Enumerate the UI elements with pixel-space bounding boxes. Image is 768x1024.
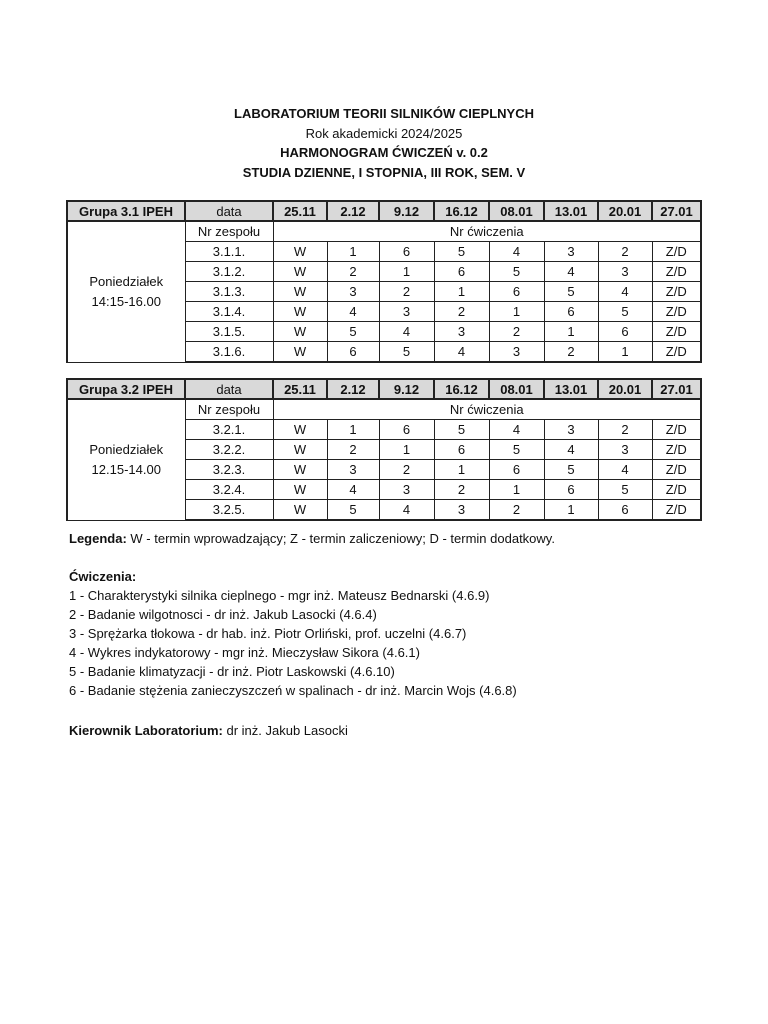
- schedule-cell: 1: [544, 322, 598, 342]
- schedule-cell: 6: [434, 262, 489, 282]
- schedule-cell: Z/D: [652, 480, 701, 500]
- schedule-cell: 2: [379, 460, 434, 480]
- schedule-cell: Z/D: [652, 460, 701, 480]
- team-cell: 3.1.5.: [185, 322, 273, 342]
- schedule-title: HARMONOGRAM ĆWICZEŃ v. 0.2: [280, 145, 488, 160]
- date-cell: 20.01: [598, 201, 652, 221]
- team-cell: 3.1.6.: [185, 342, 273, 363]
- schedule-cell: 4: [489, 242, 544, 262]
- date-cell: 16.12: [434, 201, 489, 221]
- exercise-item: 2 - Badanie wilgotnosci - dr inż. Jakub Lasocki (4.6.4): [69, 607, 377, 622]
- date-cell: 2.12: [327, 379, 379, 399]
- schedule-cell: 5: [489, 262, 544, 282]
- schedule-cell: Z/D: [652, 262, 701, 282]
- schedule-cell: Z/D: [652, 420, 701, 440]
- schedule-cell: 5: [327, 322, 379, 342]
- schedule-cell: 6: [598, 500, 652, 521]
- team-cell: 3.2.5.: [185, 500, 273, 521]
- schedule-cell: 6: [434, 440, 489, 460]
- group-name: Grupa 3.1 IPEH: [67, 201, 185, 221]
- schedule-cell: 1: [327, 420, 379, 440]
- date-cell: 08.01: [489, 379, 544, 399]
- schedule-cell: 2: [489, 322, 544, 342]
- day-time-cell: [67, 399, 185, 520]
- schedule-cell: 2: [434, 302, 489, 322]
- schedule-cell: 1: [489, 302, 544, 322]
- legend: [69, 529, 555, 548]
- team-cell: 3.2.1.: [185, 420, 273, 440]
- schedule-cell: 3: [327, 282, 379, 302]
- schedule-cell: 5: [598, 480, 652, 500]
- schedule-cell: W: [273, 460, 327, 480]
- schedule-cell: 1: [598, 342, 652, 363]
- schedule-cell: 5: [489, 440, 544, 460]
- schedule-cell: 2: [379, 282, 434, 302]
- schedule-cell: 1: [434, 282, 489, 302]
- schedule-cell: 5: [434, 242, 489, 262]
- exercise-item: 4 - Wykres indykatorowy - mgr inż. Mieczysław Sikora (4.6.1): [69, 645, 420, 660]
- schedule-cell: W: [273, 420, 327, 440]
- schedule-cell: Z/D: [652, 242, 701, 262]
- schedule-cell: 1: [544, 500, 598, 521]
- schedule-cell: 4: [598, 282, 652, 302]
- schedule-cell: 2: [327, 262, 379, 282]
- schedule-cell: 2: [327, 440, 379, 460]
- schedule-cell: 2: [544, 342, 598, 363]
- schedule-cell: 6: [379, 420, 434, 440]
- schedule-cell: 2: [598, 242, 652, 262]
- team-cell: 3.1.4.: [185, 302, 273, 322]
- date-label: data: [185, 201, 273, 221]
- schedule-cell: 3: [544, 242, 598, 262]
- schedule-cell: W: [273, 282, 327, 302]
- date-cell: 27.01: [652, 379, 701, 399]
- schedule-cell: 2: [434, 480, 489, 500]
- schedule-cell: W: [273, 262, 327, 282]
- day-label: Poniedziałek: [89, 441, 164, 457]
- schedule-cell: 4: [379, 322, 434, 342]
- schedule-cell: 1: [327, 242, 379, 262]
- schedule-cell: 3: [379, 480, 434, 500]
- schedule-cell: Z/D: [652, 500, 701, 521]
- date-cell: 27.01: [652, 201, 701, 221]
- schedule-cell: W: [273, 342, 327, 363]
- team-cell: 3.2.3.: [185, 460, 273, 480]
- schedule-cell: 2: [489, 500, 544, 521]
- table-subheader-row: [67, 399, 701, 420]
- schedule-cell: 3: [544, 420, 598, 440]
- schedule-cell: 5: [379, 342, 434, 363]
- date-cell: 16.12: [434, 379, 489, 399]
- schedule-cell: 6: [489, 460, 544, 480]
- schedule-cell: 3: [434, 322, 489, 342]
- schedule-cell: Z/D: [652, 282, 701, 302]
- schedule-cell: 6: [327, 342, 379, 363]
- team-label: Nr zespołu: [185, 221, 273, 242]
- exercise-list-title: Ćwiczenia:: [69, 569, 137, 584]
- schedule-cell: 4: [434, 342, 489, 363]
- exercise-label: Nr ćwiczenia: [273, 221, 701, 242]
- schedule-table-group-3-1: [66, 200, 702, 363]
- schedule-cell: 5: [544, 460, 598, 480]
- exercise-item: 3 - Sprężarka tłokowa - dr hab. inż. Piotr Orliński, prof. uczelni (4.6.7): [69, 626, 467, 641]
- exercise-item: 6 - Badanie stężenia zanieczyszczeń w spalinach - dr inż. Marcin Wojs (4.6.8): [69, 683, 517, 698]
- schedule-cell: 1: [434, 460, 489, 480]
- schedule-cell: 3: [379, 302, 434, 322]
- exercise-item: 1 - Charakterystyki silnika cieplnego - mgr inż. Mateusz Bednarski (4.6.9): [69, 588, 490, 603]
- schedule-cell: 5: [544, 282, 598, 302]
- team-cell: 3.2.2.: [185, 440, 273, 460]
- schedule-cell: Z/D: [652, 302, 701, 322]
- legend-label: Legenda:: [69, 531, 127, 546]
- date-cell: 9.12: [379, 379, 434, 399]
- schedule-cell: 6: [379, 242, 434, 262]
- schedule-cell: 1: [379, 262, 434, 282]
- legend-text: W - termin wprowadzający; Z - termin zaliczeniowy; D - termin dodatkowy.: [126, 531, 555, 546]
- schedule-cell: 2: [598, 420, 652, 440]
- schedule-cell: 4: [544, 440, 598, 460]
- schedule-cell: 4: [598, 460, 652, 480]
- schedule-cell: 3: [598, 262, 652, 282]
- time-label: 14:15-16.00: [91, 293, 161, 309]
- date-label: data: [185, 379, 273, 399]
- schedule-cell: 4: [379, 500, 434, 521]
- schedule-cell: 3: [434, 500, 489, 521]
- schedule-cell: 3: [489, 342, 544, 363]
- head-of-lab: [69, 721, 348, 740]
- schedule-cell: W: [273, 500, 327, 521]
- day-label: Poniedziałek: [89, 273, 164, 289]
- schedule-cell: 5: [598, 302, 652, 322]
- schedule-cell: W: [273, 322, 327, 342]
- schedule-cell: 1: [489, 480, 544, 500]
- time-label: 12.15-14.00: [91, 461, 161, 477]
- team-cell: 3.1.3.: [185, 282, 273, 302]
- schedule-cell: 4: [327, 480, 379, 500]
- group-name: Grupa 3.2 IPEH: [67, 379, 185, 399]
- schedule-cell: W: [273, 242, 327, 262]
- team-label: Nr zespołu: [185, 399, 273, 420]
- schedule-cell: 4: [489, 420, 544, 440]
- schedule-cell: 4: [544, 262, 598, 282]
- date-cell: 25.11: [273, 379, 327, 399]
- date-cell: 08.01: [489, 201, 544, 221]
- date-cell: 2.12: [327, 201, 379, 221]
- schedule-cell: 3: [598, 440, 652, 460]
- table-header-row: [67, 379, 701, 399]
- exercise-item: 5 - Badanie klimatyzacji - dr inż. Piotr Laskowski (4.6.10): [69, 664, 395, 679]
- academic-year: Rok akademicki 2024/2025: [305, 125, 463, 141]
- date-cell: 20.01: [598, 379, 652, 399]
- team-cell: 3.1.1.: [185, 242, 273, 262]
- date-cell: 13.01: [544, 379, 598, 399]
- schedule-cell: 4: [327, 302, 379, 322]
- schedule-cell: W: [273, 440, 327, 460]
- schedule-table-group-3-2: [66, 378, 702, 521]
- schedule-cell: 1: [379, 440, 434, 460]
- date-cell: 13.01: [544, 201, 598, 221]
- document-header: [0, 104, 768, 182]
- schedule-cell: W: [273, 302, 327, 322]
- table-header-row: [67, 201, 701, 221]
- table-subheader-row: [67, 221, 701, 242]
- exercise-list: [69, 567, 517, 700]
- day-time-cell: [67, 221, 185, 362]
- study-info: STUDIA DZIENNE, I STOPNIA, III ROK, SEM. V: [242, 164, 526, 180]
- schedule-cell: 5: [434, 420, 489, 440]
- schedule-cell: 3: [327, 460, 379, 480]
- schedule-cell: W: [273, 480, 327, 500]
- schedule-cell: 6: [598, 322, 652, 342]
- schedule-cell: Z/D: [652, 440, 701, 460]
- team-cell: 3.2.4.: [185, 480, 273, 500]
- schedule-cell: 6: [544, 480, 598, 500]
- schedule-cell: Z/D: [652, 342, 701, 363]
- team-cell: 3.1.2.: [185, 262, 273, 282]
- exercise-label: Nr ćwiczenia: [273, 399, 701, 420]
- schedule-cell: 5: [327, 500, 379, 521]
- schedule-cell: Z/D: [652, 322, 701, 342]
- schedule-cell: 6: [544, 302, 598, 322]
- head-of-lab-label: Kierownik Laboratorium:: [69, 723, 223, 738]
- lab-title: LABORATORIUM TEORII SILNIKÓW CIEPLNYCH: [234, 106, 534, 121]
- schedule-cell: 6: [489, 282, 544, 302]
- date-cell: 9.12: [379, 201, 434, 221]
- head-of-lab-name: dr inż. Jakub Lasocki: [222, 723, 348, 738]
- date-cell: 25.11: [273, 201, 327, 221]
